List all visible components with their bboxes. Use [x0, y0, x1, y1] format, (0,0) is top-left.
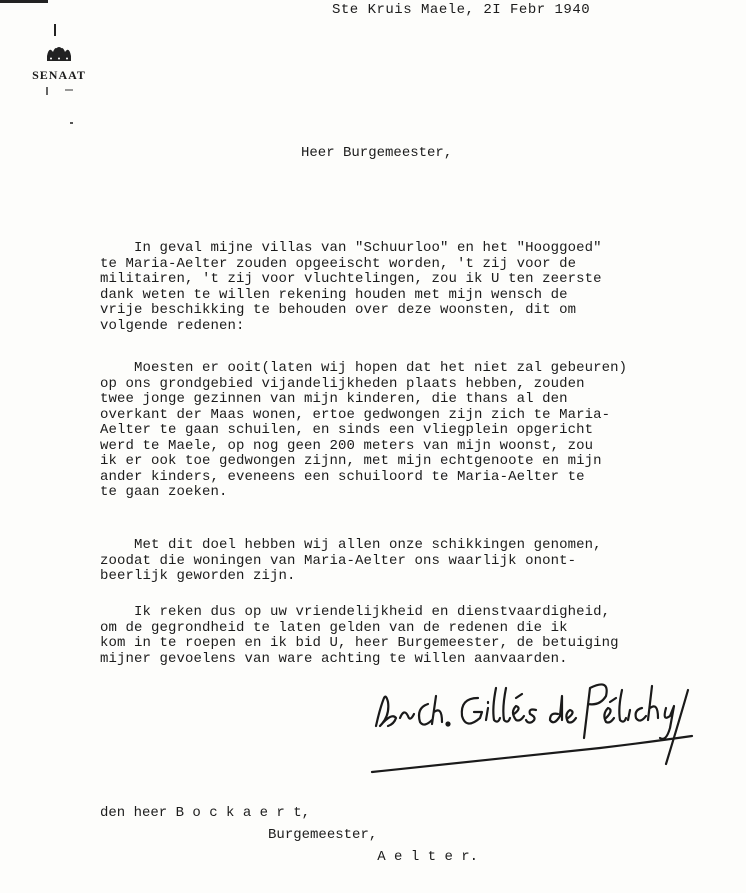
addressee-place: A e l t e r. — [100, 849, 479, 865]
handwritten-signature — [370, 668, 700, 778]
addressee-name: den heer B o c k a e r t, — [100, 805, 311, 821]
salutation: Heer Burgemeester, — [301, 145, 453, 161]
crown-icon — [39, 22, 79, 66]
top-rule — [0, 0, 48, 3]
letterhead — [14, 22, 104, 102]
dateline: Ste Kruis Maele, 2I Febr 1940 — [332, 2, 591, 18]
paragraph-1: In geval mijne villas van "Schuurloo" en het "Hooggoed" te Maria-Aelter zouden opgeeischt worden, 't zij voor de militairen, 't zij voor vluchtelingen, zou ik U ten zeerste dank weten te willen rekening houden met mijn wensch de vrije beschikking te behouden over deze woonsten, dit om volgende redenen: — [100, 240, 602, 334]
dot-mark — [70, 122, 73, 124]
letterhead-marks — [29, 83, 89, 97]
paragraph-4: Ik reken dus op uw vriendelijkheid en dienstvaardigheid, om de gegrondheid te laten gelden van de redenen die ik kom in te roepen en ik bid U, heer Burgemeester, de betuiging mijner gevoelens van ware achting te willen aanvaarden. — [100, 604, 619, 667]
addressee-title: Burgemeester, — [100, 827, 378, 843]
letterhead-title: SENAAT — [32, 68, 86, 82]
paragraph-2: Moesten er ooit(laten wij hopen dat het niet zal gebeuren) op ons grondgebied vijandelijkheden plaats hebben, zouden twee jonge gezinnen van mijn kinderen, die thans al den overkant der Maas wonen, ertoe gedwongen zijn zich te Maria- Aelter te gaan schuilen, en sinds een vliegplein opgericht werd te Maele, op nog geen 200 meters van mijn woonst, zou ik er ook toe gedwongen zijnn, met mijn echtgenoote en mijn ander kinders, eveneens een schuiloord te Maria-Aelter te te gaan zoeken. — [100, 360, 628, 500]
addressee-block — [100, 802, 478, 868]
paragraph-3: Met dit doel hebben wij allen onze schikkingen genomen, zoodat die woningen van Maria-Aelter ons waarlijk onont- beerlijk geworden zijn. — [100, 537, 602, 584]
